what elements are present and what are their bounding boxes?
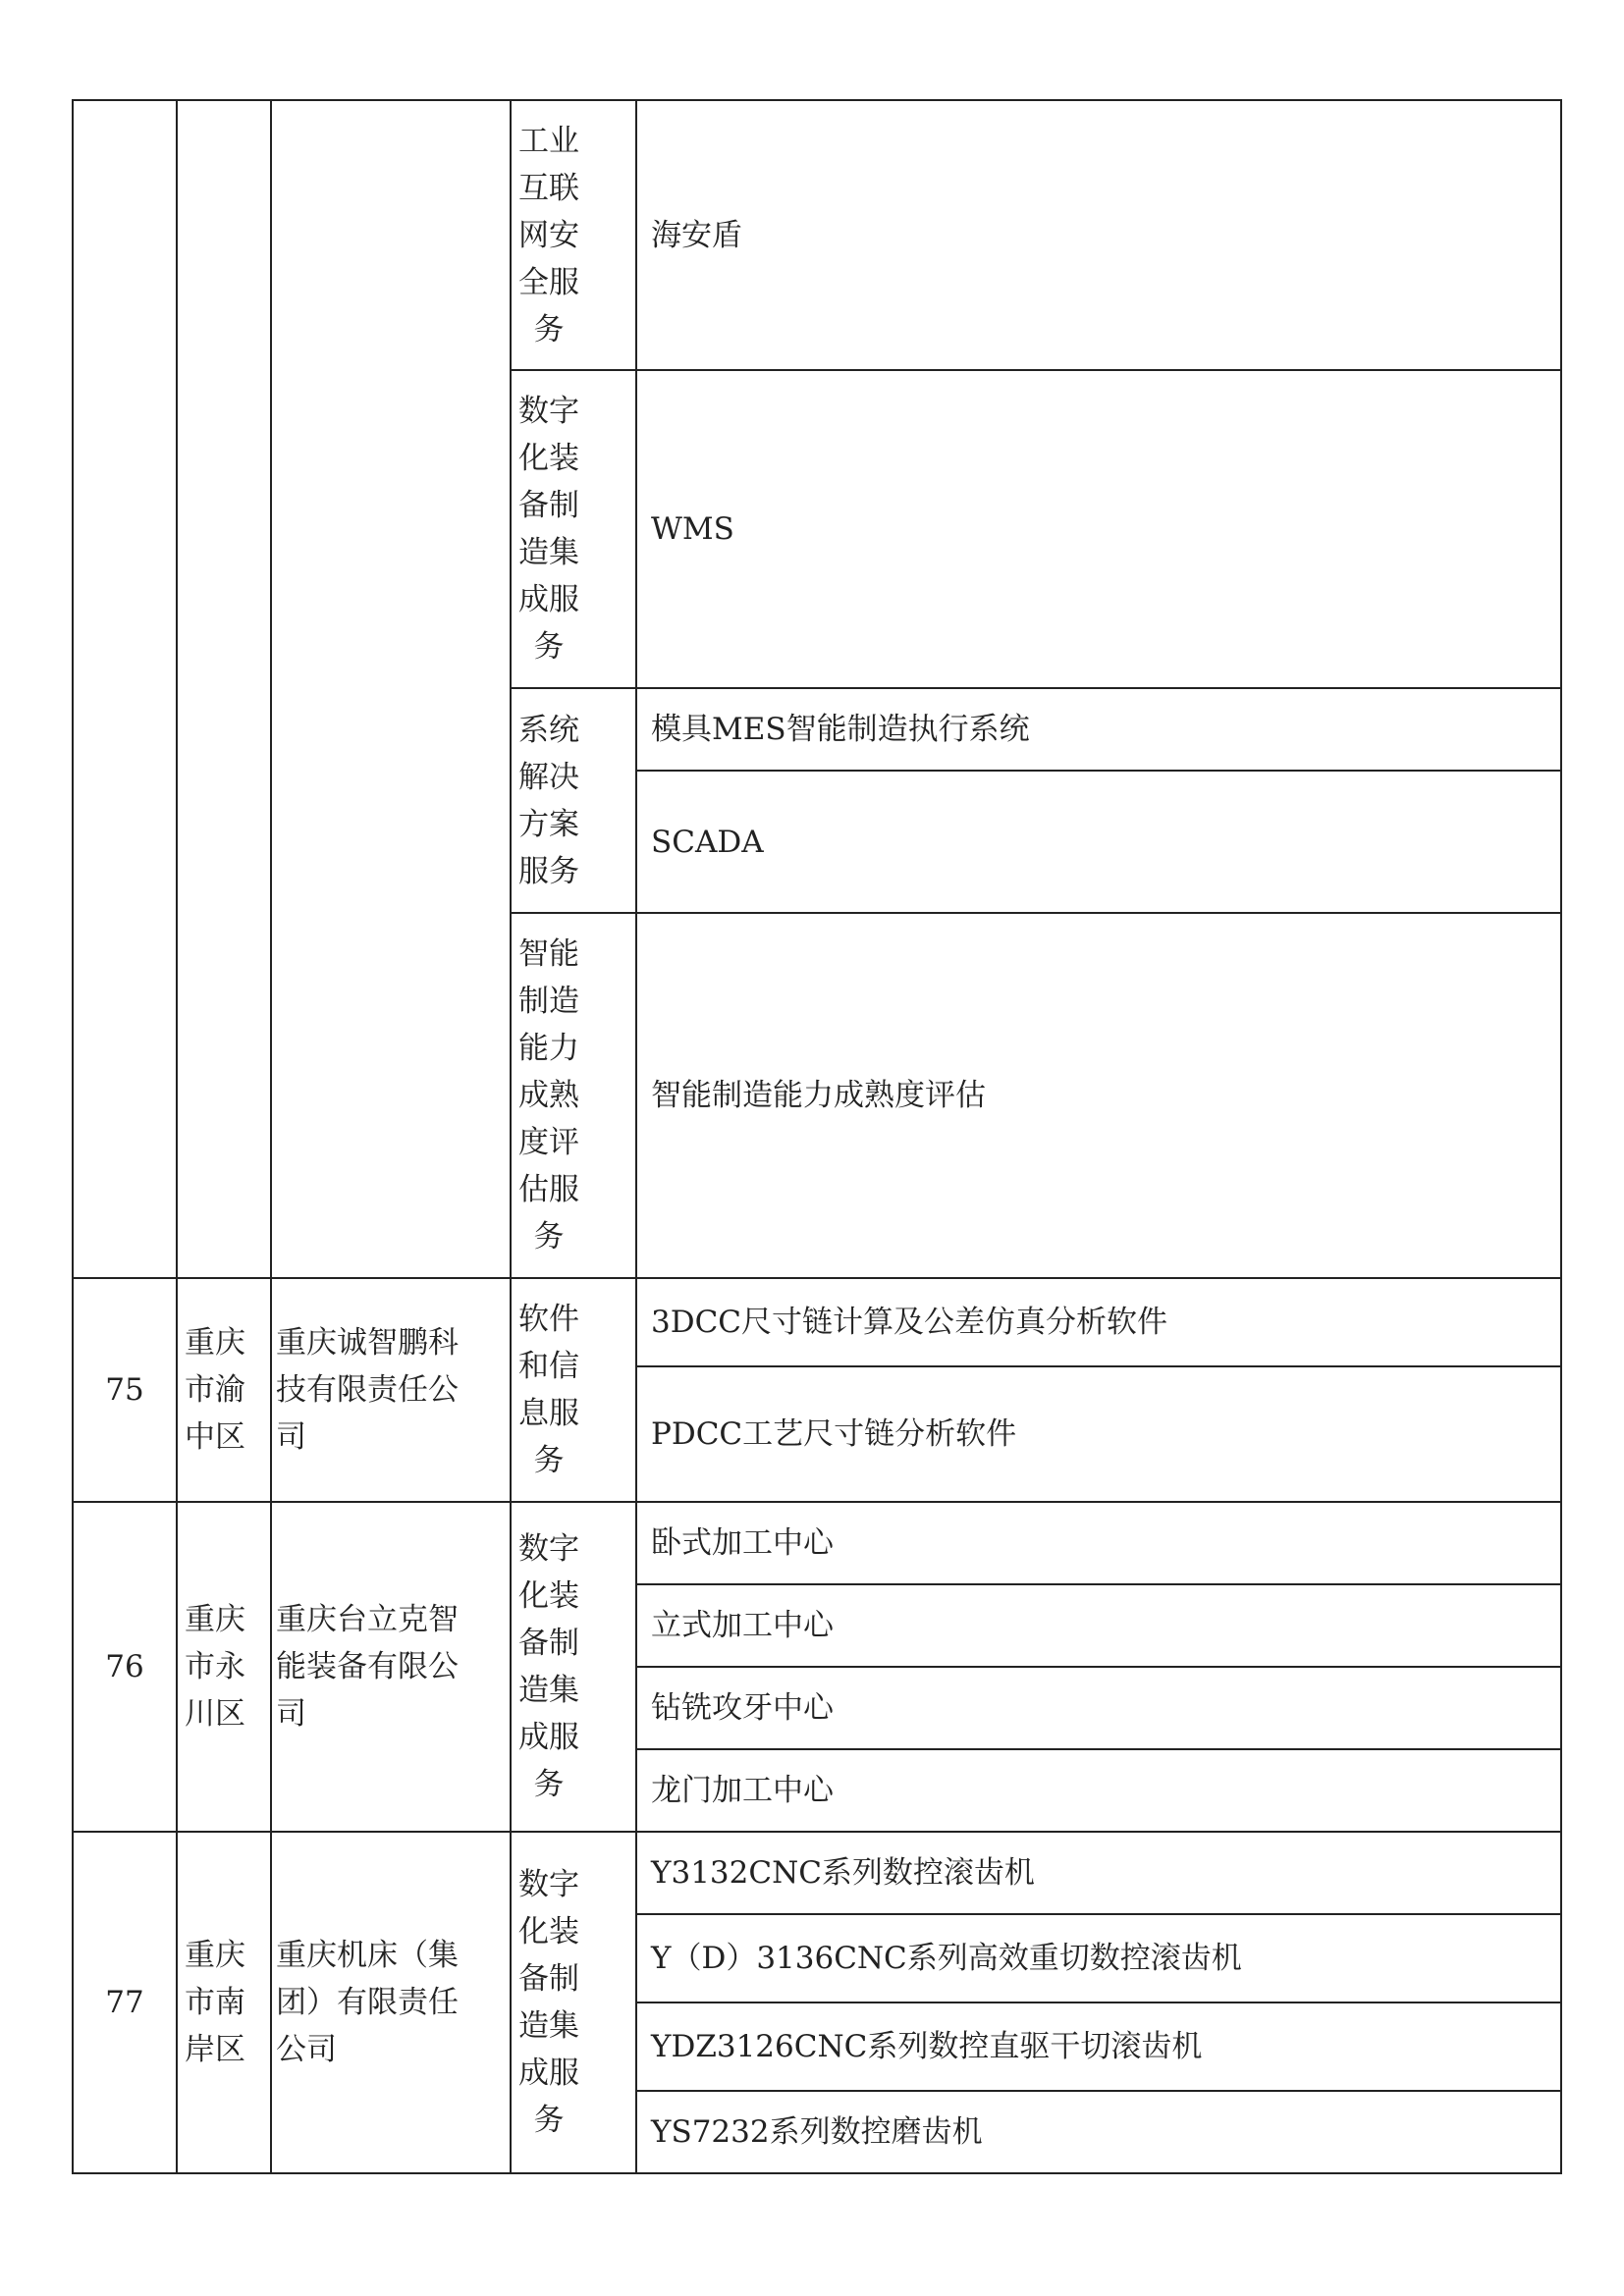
service-category-cell: 软件和信息服务 <box>511 1278 636 1502</box>
service-item-cell: 卧式加工中心 <box>636 1502 1561 1584</box>
service-category-cell: 智能制造能力成熟度评估服务 <box>511 913 636 1278</box>
service-category-cell: 工业互联网安全服务 <box>511 100 636 370</box>
service-item-cell: 3DCC尺寸链计算及公差仿真分析软件 <box>636 1278 1561 1366</box>
service-category-cell: 数字化装备制造集成服务 <box>511 1502 636 1832</box>
company-cell: 重庆台立克智能装备有限公司 <box>271 1502 511 1832</box>
seq-number-cell: 75 <box>73 1278 177 1502</box>
service-item-cell: 龙门加工中心 <box>636 1749 1561 1832</box>
service-item-cell: 智能制造能力成熟度评估 <box>636 913 1561 1278</box>
service-item-cell: 模具MES智能制造执行系统 <box>636 688 1561 771</box>
service-category-cell: 数字化装备制造集成服务 <box>511 370 636 688</box>
company-cell-empty <box>271 100 511 1278</box>
service-item-cell: 海安盾 <box>636 100 1561 370</box>
service-item-cell: PDCC工艺尺寸链分析软件 <box>636 1366 1561 1502</box>
seq-number-cell: 76 <box>73 1502 177 1832</box>
seq-number-cell: 77 <box>73 1832 177 2173</box>
table-row <box>73 1502 1561 1584</box>
company-cell: 重庆机床（集团）有限责任公司 <box>271 1832 511 2173</box>
service-item-cell: 钻铣攻牙中心 <box>636 1667 1561 1749</box>
service-item-cell: Y（D）3136CNC系列高效重切数控滚齿机 <box>636 1914 1561 2002</box>
service-item-cell: 立式加工中心 <box>636 1584 1561 1667</box>
table-row <box>73 1832 1561 1914</box>
district-cell: 重庆市南岸区 <box>177 1832 271 2173</box>
service-category-cell: 系统解决方案服务 <box>511 688 636 913</box>
district-cell: 重庆市永川区 <box>177 1502 271 1832</box>
seq-cell-empty <box>73 100 177 1278</box>
service-item-cell: YDZ3126CNC系列数控直驱干切滚齿机 <box>636 2002 1561 2091</box>
table-row <box>73 1278 1561 1366</box>
district-cell: 重庆市渝中区 <box>177 1278 271 1502</box>
service-category-cell: 数字化装备制造集成服务 <box>511 1832 636 2173</box>
service-item-cell: YS7232系列数控磨齿机 <box>636 2091 1561 2173</box>
service-item-cell: WMS <box>636 370 1561 688</box>
district-cell-empty <box>177 100 271 1278</box>
service-catalog-table <box>72 99 1562 2174</box>
service-item-cell: Y3132CNC系列数控滚齿机 <box>636 1832 1561 1914</box>
service-item-cell: SCADA <box>636 771 1561 913</box>
table-row <box>73 100 1561 370</box>
company-cell: 重庆诚智鹏科技有限责任公司 <box>271 1278 511 1502</box>
